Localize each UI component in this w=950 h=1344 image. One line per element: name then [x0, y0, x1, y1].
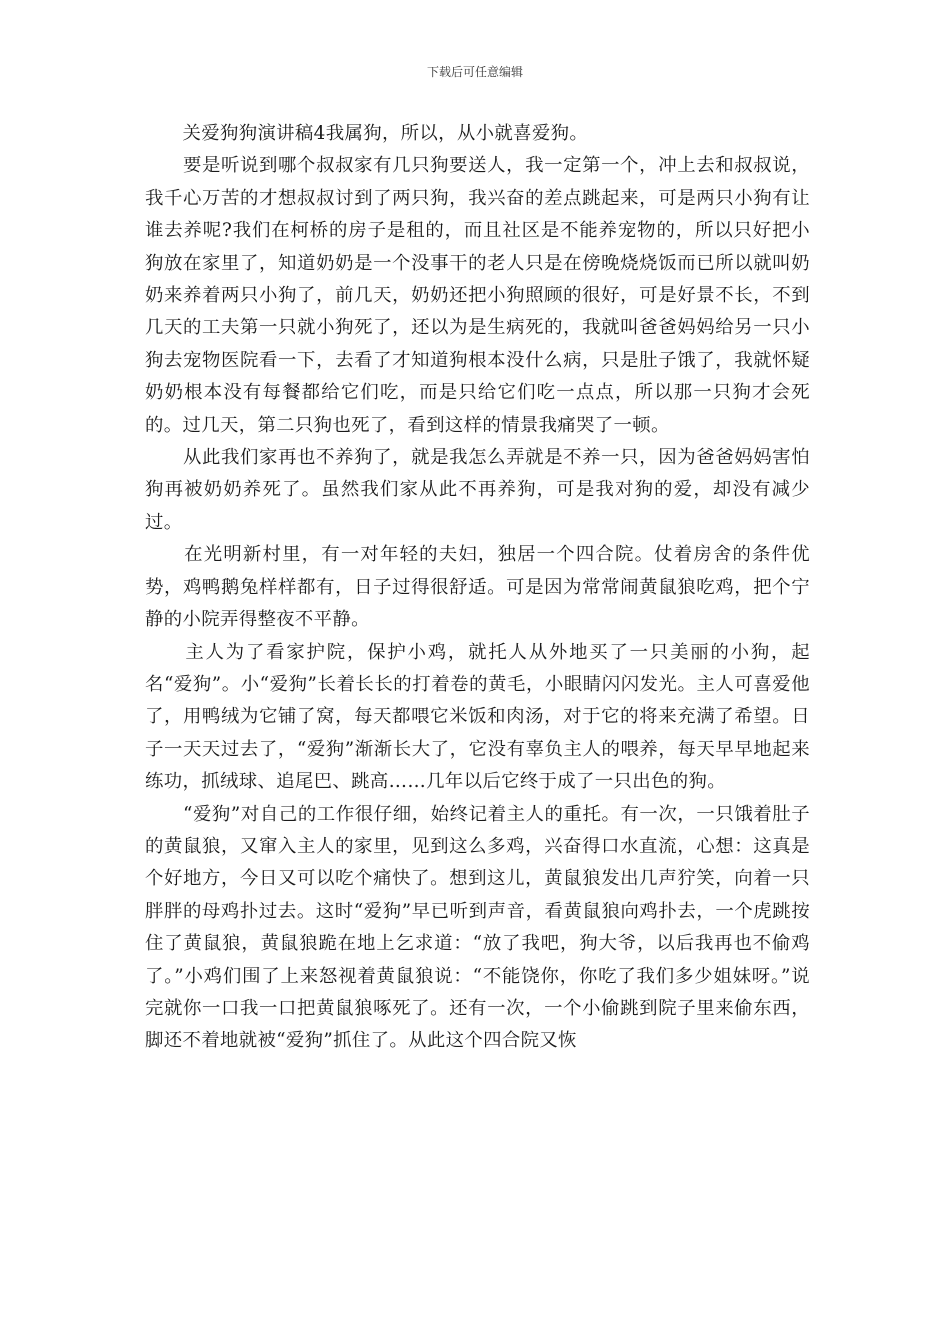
paragraph-6: “爱狗”对自己的工作很仔细，始终记着主人的重托。有一次，一只饿着肚子的黄鼠狼，又窜入主人的家里，见到这么多鸡，兴奋得口水直流，心想：这真是个好地方，今日又可以吃个痛快了。想到这儿，黄鼠狼发出几声狞笑，向着一只胖胖的母鸡扑过去。这时“爱狗”早已听到声音，看黄鼠狼向鸡扑去，一个虎跳按住了黄鼠狼，黄鼠狼跪在地上乞求道：“放了我吧，狗大爷，以后我再也不偷鸡了。”小鸡们围了上来怒视着黄鼠狼说：“不能饶你，你吃了我们多少姐妹呀。”说完就你一口我一口把黄鼠狼啄死了。还有一次，一个小偷跳到院子里来偷东西，脚还不着地就被“爱狗”抓住了。从此这个四合院又恢: [145, 803, 810, 1052]
paragraph-5: 主人为了看家护院，保护小鸡，就托人从外地买了一只美丽的小狗，起名“爱狗”。小“爱狗”长着长长的打着卷的黄毛，小眼睛闪闪发光。主人可喜爱他了，用鸭绒为它铺了窝，每天都喂它米饭和肉汤，对于它的将来充满了希望。日子一天天过去了，“爱狗”渐渐长大了，它没有辜负主人的喂养，每天早早地起来练功，抓绒球、追尾巴、跳高……几年以后它终于成了一只出色的狗。: [145, 641, 810, 793]
paragraph-3: 从此我们家再也不养狗了，就是我怎么弄就是不养一只，因为爸爸妈妈害怕狗再被奶奶养死了。虽然我们家从此不再养狗，可是我对狗的爱，却没有减少过。: [145, 447, 810, 533]
document-body: [145, 118, 810, 1058]
paragraph-2: 要是听说到哪个叔叔家有几只狗要送人，我一定第一个，冲上去和叔叔说，我千心万苦的才想叔叔讨到了两只狗，我兴奋的差点跳起来，可是两只小狗有让谁去养呢?我们在柯桥的房子是租的，而且社区是不能养宠物的，所以只好把小狗放在家里了，知道奶奶是一个没事干的老人只是在傍晚烧烧饭而已所以就叫奶奶来养着两只小狗了，前几天，奶奶还把小狗照顾的很好，可是好景不长，不到几天的工夫第一只就小狗死了，还以为是生病死的，我就叫爸爸妈妈给另一只小狗去宠物医院看一下，去看了才知道狗根本没什么病，只是肚子饿了，我就怀疑奶奶根本没有每餐都给它们吃，而是只给它们吃一点点，所以那一只狗才会死的。过几天，第二只狗也死了，看到这样的情景我痛哭了一顿。: [145, 155, 810, 436]
page-header: 下载后可任意编辑: [426, 65, 523, 79]
paragraph-1: 关爱狗狗演讲稿4我属狗，所以，从小就喜爱狗。: [145, 123, 589, 144]
paragraph-4: 在光明新村里，有一对年轻的夫妇，独居一个四合院。仗着房舍的条件优势，鸡鸭鹅兔样样都有，日子过得很舒适。可是因为常常闹黄鼠狼吃鸡，把个宁静的小院弄得整夜不平静。: [145, 544, 810, 631]
